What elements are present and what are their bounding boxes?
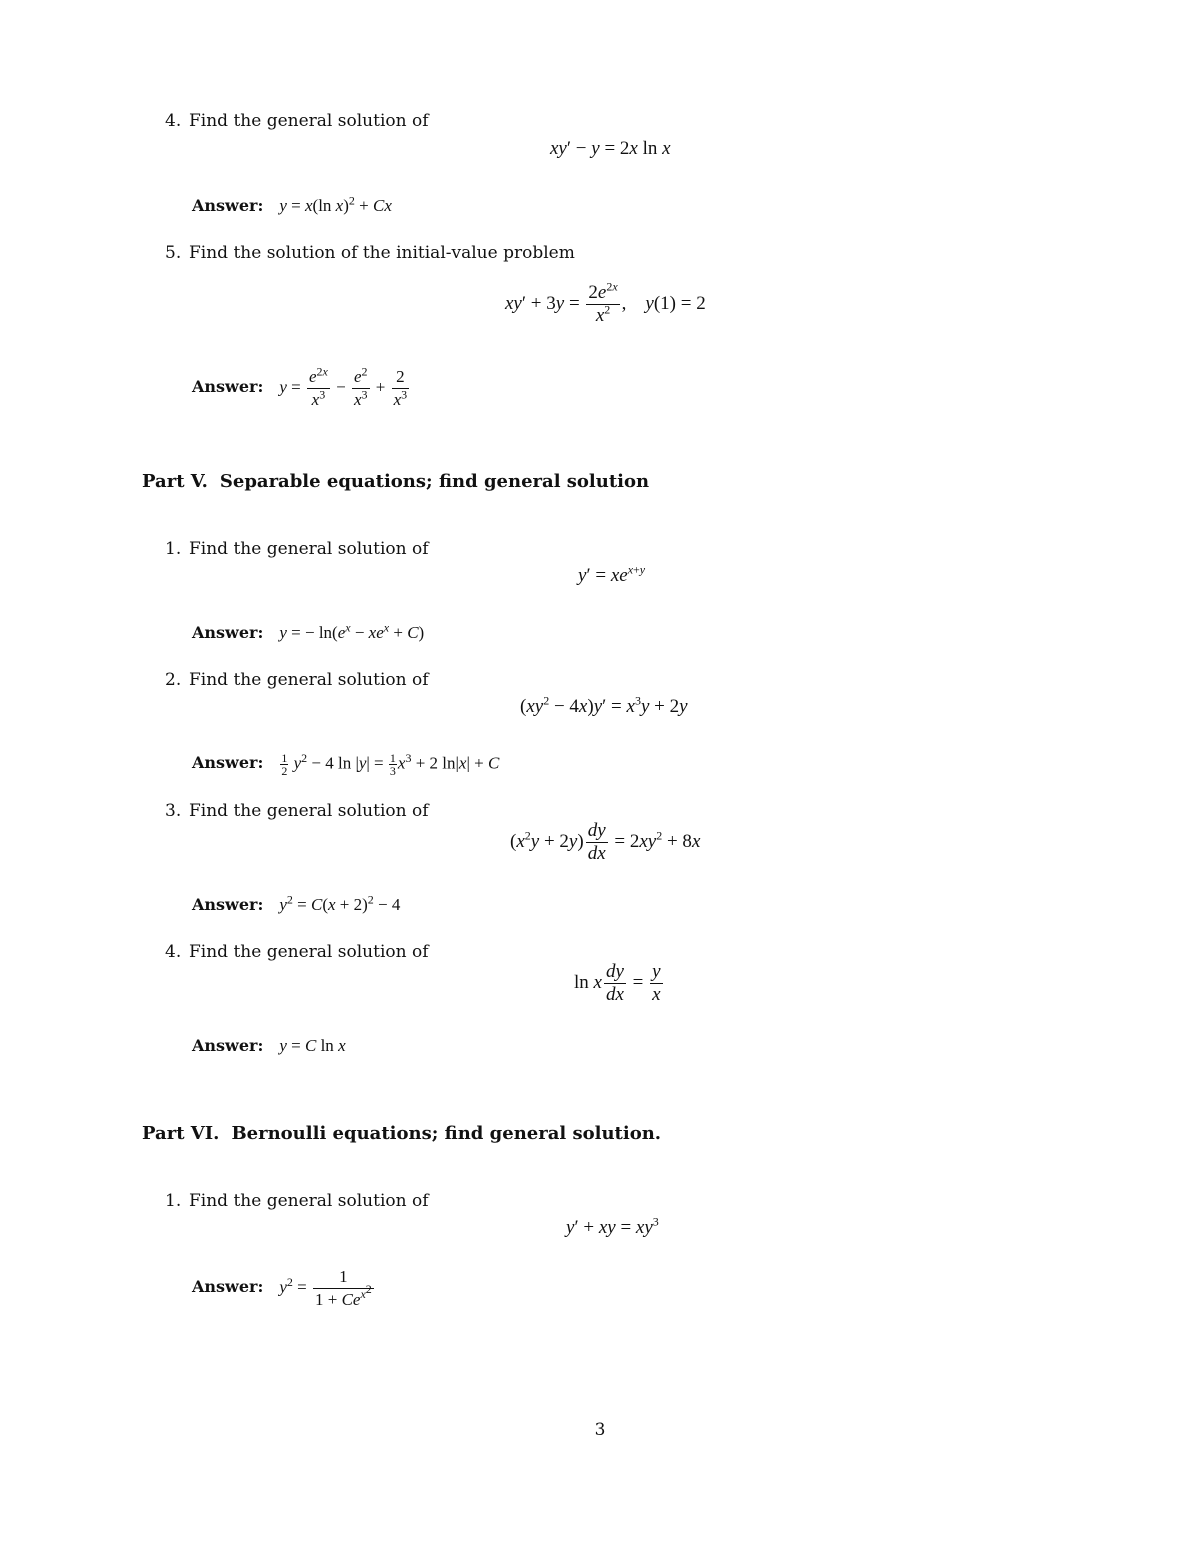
fraction: $\frac{dy}{dx}$ xyxy=(587,820,606,864)
answer-q5: Answer: y = $\frac{e^{2x}}{x^3}$ − $\frac{e^2}{x^3}$ + $\frac{2}{x^3}$ xyxy=(192,364,408,409)
question-number: 4. xyxy=(165,942,182,962)
answer-v2: Answer: $\frac{1}{2}$ $y^2 - 4$ ln |y| = $\frac{1}{3}$ $x^3 + 2$ ln|x| + C xyxy=(192,750,500,778)
equation-vi1: y′ + xy = $xy^3$ xyxy=(566,1214,659,1238)
fraction: $\frac{dy}{dx}$ xyxy=(605,961,624,1005)
answer-label: Answer: xyxy=(192,753,264,773)
answer-q4: Answer: y = x(ln x)$^2$ + Cx xyxy=(192,193,392,215)
fraction: $\frac{e^2}{x^3}$ xyxy=(353,364,368,409)
answer-v3: Answer: $y^2 = C(x + 2)^2 - 4$ xyxy=(192,892,401,914)
fraction: $\frac{y}{x}$ xyxy=(652,961,661,1005)
question-4 xyxy=(165,111,429,131)
part-label: Part VI. xyxy=(142,1123,220,1144)
answer-label: Answer: xyxy=(192,196,264,215)
equation-q5: xy′ + 3y = $\frac{2e^{2x}}{x^2}$ , y(1) = 2 xyxy=(505,279,706,326)
question-prompt: Find the solution of the initial-value problem xyxy=(189,243,575,263)
fraction: $\frac{1}{2}$ xyxy=(281,751,288,778)
fraction: $\frac{1}{1 + Ce^{x^2}}$ xyxy=(314,1267,372,1309)
question-vi1 xyxy=(165,1191,429,1211)
answer-label: Answer: xyxy=(192,623,264,642)
part-label: Part V. xyxy=(142,471,208,492)
question-prompt: Find the general solution of xyxy=(189,1191,429,1211)
question-v3 xyxy=(165,801,429,821)
part-title: Bernoulli equations; find general solution. xyxy=(231,1123,662,1144)
question-prompt: Find the general solution of xyxy=(189,942,429,962)
answer-label: Answer: xyxy=(192,377,264,397)
question-v4 xyxy=(165,942,429,962)
question-v1 xyxy=(165,539,429,559)
question-number: 2. xyxy=(165,670,182,690)
question-number: 1. xyxy=(165,539,182,559)
equation-v4: ln x $\frac{dy}{dx}$ = $\frac{y}{x}$ xyxy=(574,961,661,1005)
question-v2 xyxy=(165,670,429,690)
fraction: $\frac{1}{3}$ xyxy=(389,751,396,778)
fraction: $\frac{2}{x^3}$ xyxy=(393,367,408,409)
part-title: Separable equations; find general solution xyxy=(219,471,650,492)
fraction: $\frac{e^{2x}}{x^3}$ xyxy=(308,364,328,409)
question-5 xyxy=(165,243,575,263)
page-number: 3 xyxy=(594,1420,606,1440)
question-number: 4. xyxy=(165,111,182,131)
equation-v1: $y' = xe^{x+y}$ xyxy=(578,562,646,586)
equation-v2: $(xy^2 - 4x)y' = x^3y + 2y$ xyxy=(520,693,688,717)
answer-vi1: Answer: $y^2$ = $\frac{1}{1 + Ce^{x^2}}$ xyxy=(192,1267,372,1309)
question-prompt: Find the general solution of xyxy=(189,111,429,131)
answer-label: Answer: xyxy=(192,1277,264,1297)
question-prompt: Find the general solution of xyxy=(189,670,429,690)
question-number: 1. xyxy=(165,1191,182,1211)
part-vi-heading xyxy=(142,1123,661,1144)
fraction: $\frac{2e^{2x}}{x^2}$ xyxy=(588,279,618,326)
question-prompt: Find the general solution of xyxy=(189,801,429,821)
question-number: 3. xyxy=(165,801,182,821)
part-v-heading xyxy=(142,471,649,492)
answer-label: Answer: xyxy=(192,1036,264,1055)
answer-v1: Answer: y = − $\ln(e^x - xe^x + C)$ xyxy=(192,620,425,642)
answer-label: Answer: xyxy=(192,895,264,914)
question-number: 5. xyxy=(165,243,182,263)
answer-v4: Answer: y = C ln x xyxy=(192,1036,346,1055)
question-prompt: Find the general solution of xyxy=(189,539,429,559)
equation-v3: $(x^2y + 2y)$ $\frac{dy}{dx}$ = $2xy^2 + 8x$ xyxy=(510,820,701,864)
equation-q4: xy′ − y = 2x ln x xyxy=(550,138,671,159)
